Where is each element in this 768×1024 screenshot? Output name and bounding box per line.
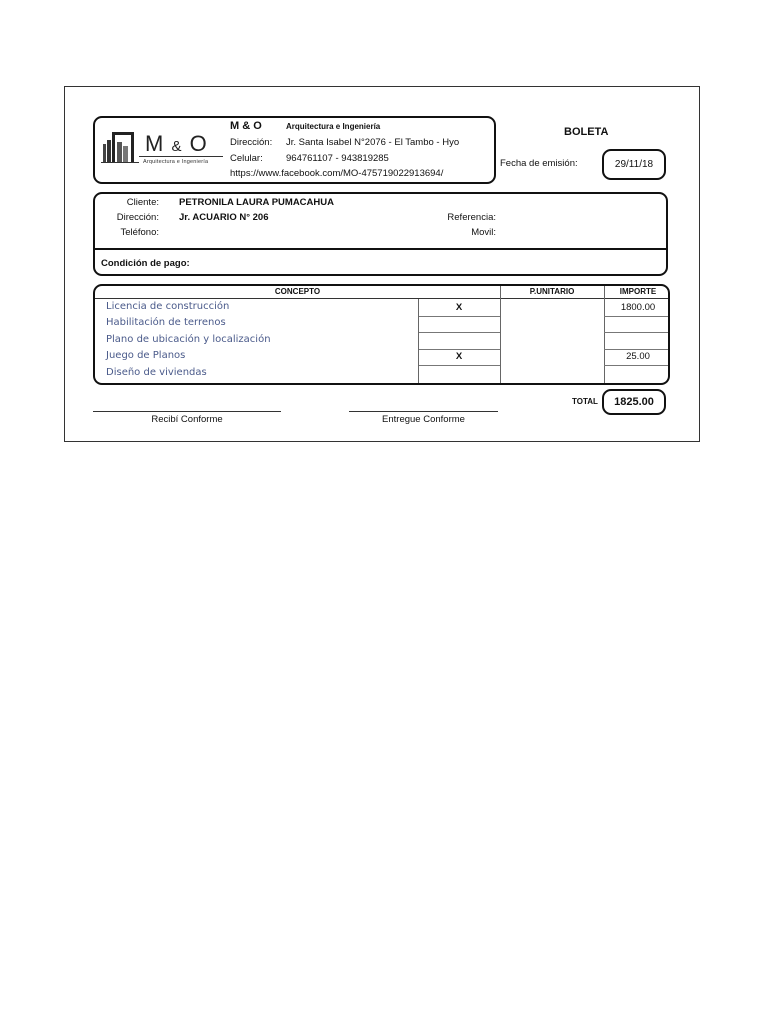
row-line xyxy=(418,365,500,366)
table-row-concept: Juego de Planos xyxy=(106,350,186,361)
total-value: 1825.00 xyxy=(602,389,666,415)
items-table xyxy=(93,284,670,385)
payment-condition-label: Condición de pago: xyxy=(101,258,190,269)
company-header xyxy=(93,116,496,184)
row-line xyxy=(604,332,670,333)
table-row-concept: Diseño de viviendas xyxy=(106,367,207,378)
issue-date-label: Fecha de emisión: xyxy=(500,158,578,169)
client-info-box xyxy=(93,192,668,276)
company-name: M & O xyxy=(230,120,262,132)
company-website-link[interactable]: https://www.facebook.com/MO-475719022913694/ xyxy=(230,168,444,179)
table-row-concept: Plano de ubicación y localización xyxy=(106,334,271,345)
column-divider xyxy=(500,286,501,383)
client-divider xyxy=(95,248,666,250)
row-line xyxy=(604,349,670,350)
row-line xyxy=(418,332,500,333)
table-row-mark: X xyxy=(455,302,463,313)
document-type: BOLETA xyxy=(564,126,609,138)
row-line xyxy=(604,365,670,366)
signature-line-delivered xyxy=(349,411,498,412)
client-name-label: Cliente: xyxy=(126,197,159,208)
client-phone-label: Teléfono: xyxy=(120,227,159,238)
signature-delivered-label: Entregue Conforme xyxy=(382,414,465,425)
issue-date-value: 29/11/18 xyxy=(602,149,666,180)
company-tagline: Arquitectura e Ingeniería xyxy=(286,122,381,131)
client-address: Jr. ACUARIO N° 206 xyxy=(179,212,269,223)
total-label: TOTAL xyxy=(572,397,598,406)
row-line xyxy=(418,349,500,350)
client-address-label: Dirección: xyxy=(116,212,159,223)
row-line xyxy=(604,316,670,317)
table-row-concept: Habilitación de terrenos xyxy=(106,317,226,328)
company-logo xyxy=(101,130,223,168)
header-importe: IMPORTE xyxy=(619,287,657,296)
header-p-unitario: P.UNITARIO xyxy=(529,287,575,296)
table-row-mark: X xyxy=(455,351,463,362)
company-address: Jr. Santa Isabel N°2076 - El Tambo - Hyo xyxy=(286,137,460,148)
signature-line-received xyxy=(93,411,281,412)
client-reference-label: Referencia: xyxy=(447,212,496,223)
client-name: PETRONILA LAURA PUMACAHUA xyxy=(179,197,334,208)
logo-subtitle: Arquitectura e Ingeniería xyxy=(143,159,209,165)
company-phone-label: Celular: xyxy=(230,153,263,164)
building-logo-icon xyxy=(101,130,139,164)
table-row-amount: 25.00 xyxy=(626,351,650,362)
header-concepto: CONCEPTO xyxy=(274,287,321,296)
logo-wordmark: M & O xyxy=(145,131,208,156)
logo-divider xyxy=(139,156,223,157)
column-divider xyxy=(604,286,605,383)
row-line xyxy=(418,316,500,317)
client-mobile-label: Movil: xyxy=(471,227,496,238)
signature-received-label: Recibí Conforme xyxy=(151,414,223,425)
table-row-concept: Licencia de construcción xyxy=(106,301,230,312)
receipt-sheet xyxy=(64,86,700,442)
table-row-amount: 1800.00 xyxy=(620,302,656,313)
company-address-label: Dirección: xyxy=(230,137,273,148)
company-phone: 964761107 - 943819285 xyxy=(286,153,389,164)
table-header-row xyxy=(95,286,668,299)
